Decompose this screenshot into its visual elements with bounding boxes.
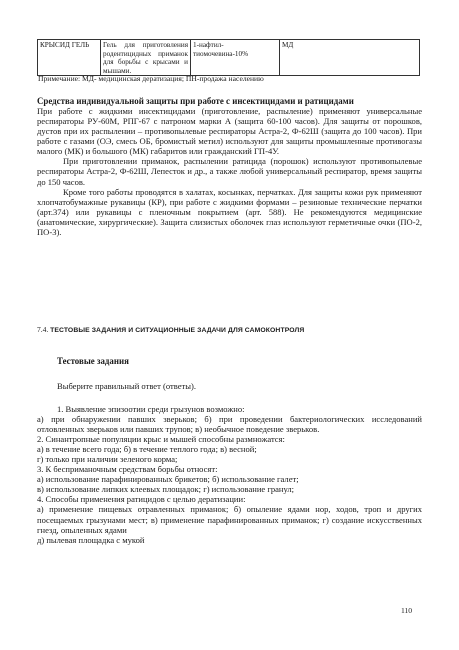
question-3-answers: а) использование парафинированных брикетов; б) использование галет; <box>37 474 299 485</box>
ppe-heading: Средства индивидуальной защиты при работе с инсектицидами и ратицидами <box>37 96 354 106</box>
ppe-paragraph-1: При работе с жидкими инсектицидами (приготовление, распыление) применяют универсальные респираторы РУ-60М, РПГ-67 с патроном марки А (защита 60-100 часов). Для защиты от порошков, дустов при их распылении – противопылевые респираторы Астра-2, Ф-62Ш (защита до 100 часов). При работе с газами (ОЭ, смесь ОБ, бромистый метил) используют для защиты промышленные противогазы малого (МК) и большого (МК) габаритов или гражданский ГП-4У. <box>37 106 422 157</box>
questions-list <box>37 404 422 545</box>
question-1: 1. Выявление эпизоотии среди грызунов возможно: <box>57 404 245 414</box>
question-2-answers: а) в течение всего года; б) в течение теплого года; в) весной; <box>37 444 257 455</box>
section-title-text: ТЕСТОВЫЕ ЗАДАНИЯ И СИТУАЦИОННЫЕ ЗАДАЧИ ДЛЯ САМОКОНТРОЛЯ <box>50 327 305 334</box>
product-purpose-cell: Гель для приготовления родентицидных приманок для борьбы с крысами и мышами. <box>101 40 191 76</box>
question-3: 3. К бесприманочным средствам борьбы относят: <box>37 464 218 475</box>
ppe-paragraph-3: Кроме того работы проводятся в халатах, косынках, перчатках. Для защиты кожи рук применяют хлопчатобумажные рукавицы (КР), при работе с жидкими формами – резиновые технические перчатки (арт.374) или рукавицы с пленочным покрытием (арт. 588). Не рекомендуются медицинские (анатомические, хирургические). Защита слизистых оболочек глаз используют герметичные очки (ПО-2, ПО-3). <box>37 186 422 237</box>
active-ingredient-cell: 1-нафтил-тиомочевина-10% <box>191 40 280 76</box>
product-table <box>37 39 420 76</box>
instruction: Выберите правильный ответ (ответы). <box>57 381 196 391</box>
question-2: 2. Синантропные популяции крыс и мышей способны размножатся: <box>37 434 285 445</box>
section-title <box>37 325 304 334</box>
ppe-paragraph-2: При приготовлении приманок, распылении ратицида (порошок) используют противопылевые респираторы Астра-2, Ф-62Ш, Лепесток и др., а также любой универсальный респиратор, время защиты до 150 часов. <box>37 156 422 187</box>
usage-scope-cell: МД <box>280 40 420 76</box>
question-4: 4. Способы применения ратицидов с целью дератизации: <box>37 494 246 505</box>
question-4-answers: а) применение пищевых отравленных приманок; б) опыление ядами нор, ходов, троп и других посещаемых грызунами мест; в) применение парафинированных приманок; г) создание искусственных гнезд, опыленных ядами <box>37 504 422 535</box>
tests-title: Тестовые задания <box>57 356 129 366</box>
section-number: 7.4. <box>37 325 49 334</box>
table-note: Примечание: МД- медицинская дератизация; ПН-продажа населению <box>38 74 264 83</box>
question-2-answers-cont: г) только при наличии зеленого корма; <box>37 454 178 465</box>
question-4-answers-cont: д) пылевая площадка с мукой <box>37 534 145 545</box>
product-name-cell: КРЫСИД ГЕЛЬ <box>38 40 101 76</box>
question-3-answers-cont: в) использование липких клеевых площадок; г) использование гранул; <box>37 484 295 495</box>
question-1-answers: а) при обнаружении павших зверьков; б) при проведении бактериологических исследований отловленных зверьков или павших трупов; в) необычное поведение зверьков. <box>37 414 422 435</box>
ppe-section <box>37 96 422 237</box>
page-number: 110 <box>401 606 413 615</box>
table-row <box>38 40 420 76</box>
